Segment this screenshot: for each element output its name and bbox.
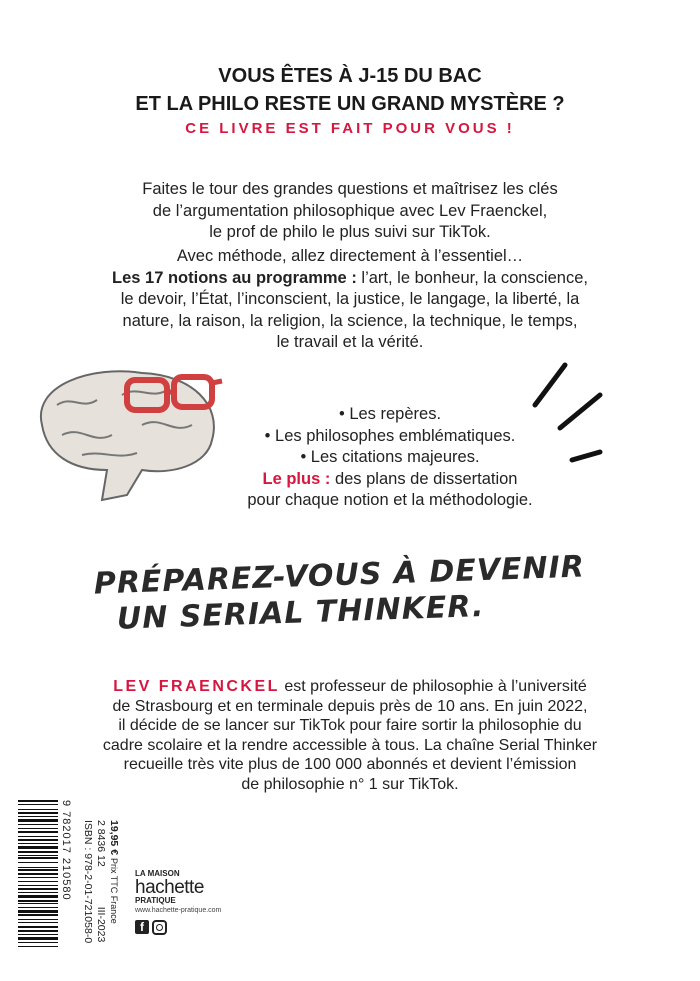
bio-text: de philosophie n° 1 sur TikTok. [241, 775, 459, 793]
barcode-digits: 9 782017 210580 [60, 800, 72, 901]
subheadline: CE LIVRE EST FAIT POUR VOUS ! [185, 120, 515, 137]
barcode-bar [18, 937, 58, 940]
barcode-bar [18, 907, 58, 908]
intro [0, 179, 700, 244]
notions-text: l’art, le bonheur, la conscience, [356, 268, 588, 287]
barcode-bar [18, 800, 58, 802]
notions-label: Les 17 notions au programme : [112, 268, 357, 287]
headline-line-1: VOUS ÊTES À J-15 DU BAC [218, 65, 482, 87]
slogan [0, 546, 691, 642]
price-block [81, 820, 120, 943]
headline [0, 62, 700, 118]
barcode-bar [18, 828, 58, 829]
notions-text: le travail et la vérité. [276, 333, 424, 351]
barcode-bar [18, 900, 58, 902]
barcode-bar [18, 836, 58, 837]
barcode-bar [18, 888, 58, 890]
plus-label: Le plus : [262, 469, 331, 488]
barcode-bar [18, 809, 58, 810]
instagram-icon[interactable] [152, 920, 167, 935]
slogan-line: UN SERIAL THINKER. [116, 588, 485, 637]
print-date: III-2023 [95, 906, 107, 943]
barcode-bar [18, 843, 58, 844]
barcode-bar [18, 946, 58, 947]
barcode-bar [18, 910, 58, 913]
bio-text: cadre scolaire et la rendre accessible à tous. La chaîne Serial Thinker [102, 736, 598, 754]
bio-text: recueille très vite plus de 100 000 abonnés et devient l’émission [123, 756, 577, 773]
barcode-bar [18, 862, 58, 863]
barcode-bar [18, 930, 58, 932]
barcode-bar [18, 942, 58, 943]
product-code: 2 8436 12 [95, 820, 107, 867]
barcode-bar [18, 839, 58, 841]
barcode-bar [18, 873, 58, 875]
publisher-pre: LA MAISON [135, 869, 180, 878]
intro-line: de l’argumentation philosophique avec Lev Fraenckel, [152, 201, 548, 220]
barcode-bar [18, 914, 58, 916]
barcode-bar [18, 812, 58, 814]
barcode-bar [18, 867, 58, 868]
barcode-bar [18, 824, 58, 825]
notions-text: nature, la raison, la religion, la science, la technique, le temps, [122, 311, 578, 330]
barcode-bar [18, 855, 58, 856]
bullet-item: • Les repères. [338, 405, 442, 423]
notions-lead: Avec méthode, allez directement à l’essentiel… [176, 247, 524, 265]
facebook-icon[interactable]: f [135, 920, 149, 934]
price-note: Prix TTC France [109, 857, 119, 924]
plus-text: des plans de dissertation [330, 469, 518, 488]
notions [0, 246, 700, 354]
barcode-bar [18, 885, 58, 886]
barcode-bar [18, 919, 58, 920]
isbn: ISBN : 978-2-01-721058-0 [82, 820, 94, 944]
brain-with-glasses-illustration [22, 365, 232, 505]
barcode-bar [18, 851, 58, 853]
barcode-bar [18, 804, 58, 805]
author-name: LEV FRAENCKEL [113, 678, 280, 695]
barcode-bar [18, 877, 58, 878]
price: 19,95 € [108, 820, 120, 856]
feature-list [220, 404, 560, 512]
intro-line: le prof de philo le plus suivi sur TikTok. [209, 223, 491, 241]
plus-text: pour chaque notion et la méthodologie. [247, 491, 533, 509]
barcode-bar [18, 922, 58, 923]
publisher-url[interactable]: www.hachette-pratique.com [135, 907, 222, 914]
barcode-bar [18, 892, 58, 893]
publisher-name: hachette [135, 877, 204, 898]
author-bio [0, 677, 700, 794]
barcode-bar [18, 846, 58, 849]
barcode-bar [18, 857, 58, 859]
slogan-line: PRÉPAREZ-VOUS À DEVENIR [93, 549, 586, 602]
barcode-bar [18, 816, 58, 817]
headline-line-2: ET LA PHILO RESTE UN GRAND MYSTÈRE ? [135, 93, 565, 115]
barcode-bar [18, 881, 58, 882]
bullet-item: • Les philosophes emblématiques. [264, 426, 516, 445]
barcode-bar [18, 926, 58, 928]
bio-text: de Strasbourg et en terminale depuis près de 10 ans. En juin 2022, [112, 697, 588, 715]
barcode [18, 800, 72, 960]
barcode-bar [18, 831, 58, 833]
barcode-bar [18, 819, 58, 822]
bio-text: est professeur de philosophie à l’université [279, 678, 587, 695]
publisher-post: PRATIQUE [135, 896, 176, 905]
barcode-bar [18, 895, 58, 898]
barcode-bar [18, 869, 58, 871]
bullet-item: • Les citations majeures. [300, 448, 480, 466]
notions-text: le devoir, l’État, l’inconscient, la justice, le langage, la liberté, la [120, 290, 580, 308]
barcode-bar [18, 903, 58, 904]
bio-text: il décide de se lancer sur TikTok pour faire sortir la philosophie du [118, 717, 582, 734]
publisher-logo [135, 870, 221, 935]
intro-line: Faites le tour des grandes questions et maîtrisez les clés [142, 180, 558, 198]
barcode-bar [18, 934, 58, 935]
